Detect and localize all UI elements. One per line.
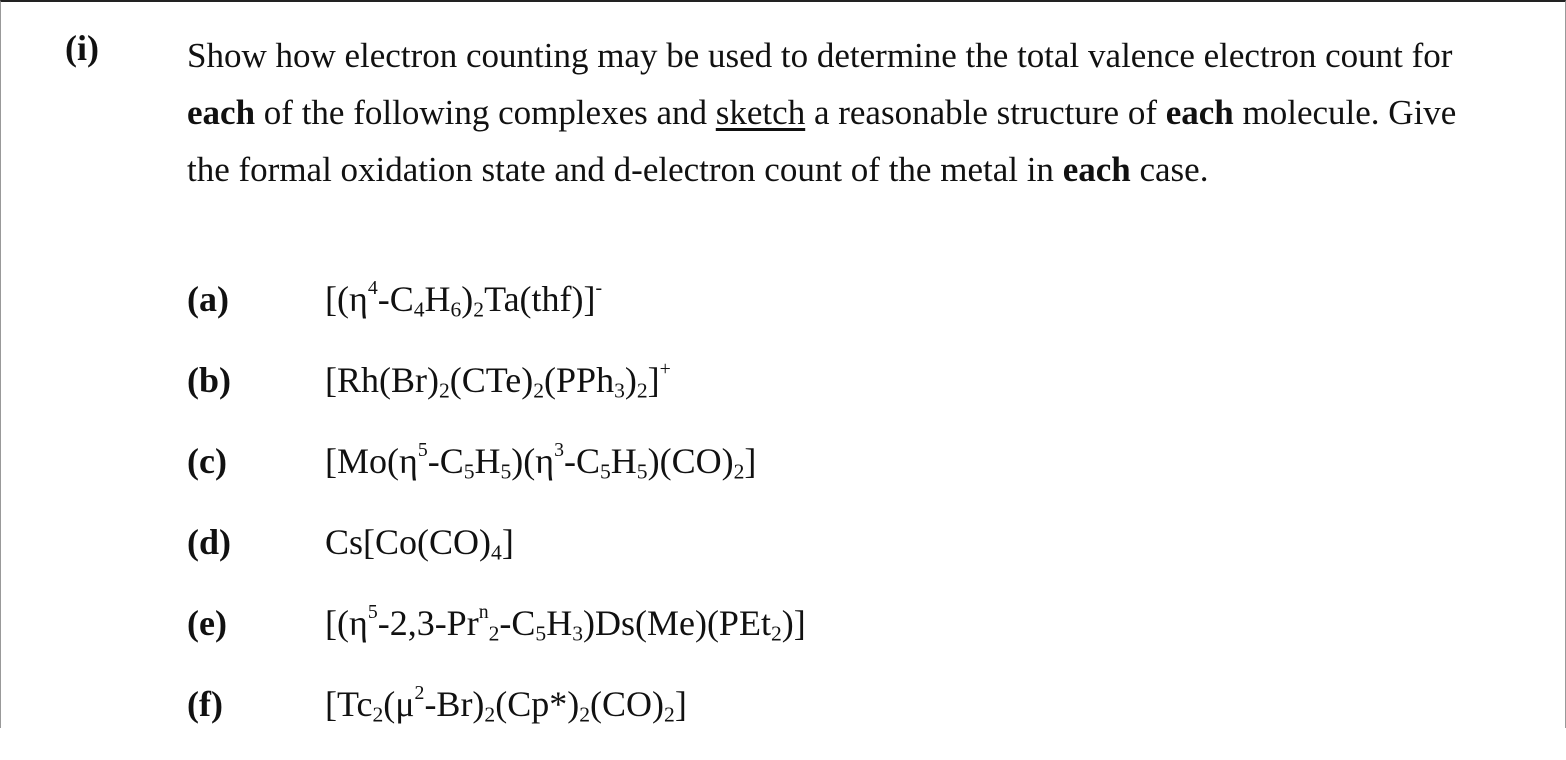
formula-text: (CTe)	[449, 360, 534, 400]
formula-text: Cs[Co(CO)	[325, 522, 492, 562]
formula-text: )(η	[511, 441, 555, 481]
emphasis-each: each	[1062, 150, 1131, 189]
complex-formula	[325, 517, 514, 567]
complex-item-c	[187, 436, 1437, 517]
formula-text: [Rh(Br)	[325, 360, 439, 400]
question-label: (i)	[65, 28, 99, 68]
formula-text: Ta(thf)]	[484, 279, 596, 319]
item-label: (f)	[187, 684, 223, 724]
formula-text: ]	[674, 684, 687, 724]
formula-text: H	[474, 441, 501, 481]
item-label: (e)	[187, 603, 227, 643]
question-text-part: a reasonable structure of	[805, 93, 1166, 132]
formula-text: -C	[427, 441, 464, 481]
formula-subscript: 4	[413, 297, 425, 322]
formula-text: [Tc	[325, 684, 373, 724]
formula-subscript: 2	[770, 621, 782, 646]
complex-item-d	[187, 517, 1437, 598]
formula-superscript: 4	[367, 277, 378, 300]
formula-text: -C	[377, 279, 414, 319]
complex-item-f	[187, 679, 1437, 760]
formula-text: )	[461, 279, 474, 319]
formula-subscript: 2	[484, 702, 496, 727]
complex-formula	[325, 355, 671, 405]
formula-subscript: 5	[535, 621, 547, 646]
formula-text: ]	[501, 522, 514, 562]
formula-text: -2,3-Pr	[377, 603, 479, 643]
emphasis-each: each	[1165, 93, 1234, 132]
formula-superscript: 5	[367, 601, 378, 624]
formula-superscript: 3	[554, 439, 564, 462]
item-label: (b)	[187, 360, 231, 400]
formula-text: -C	[499, 603, 536, 643]
formula-subscript: 2	[488, 621, 500, 646]
formula-text: )(CO)	[647, 441, 734, 481]
formula-text: H	[546, 603, 573, 643]
formula-superscript: 5	[417, 439, 428, 462]
formula-subscript: 2	[533, 378, 545, 403]
formula-text: ]	[647, 360, 660, 400]
formula-subscript: 2	[733, 459, 745, 484]
complex-item-b	[187, 355, 1437, 436]
item-label: (d)	[187, 522, 231, 562]
formula-text: (Cp*)	[495, 684, 580, 724]
formula-subscript: 5	[500, 459, 512, 484]
formula-text: )	[624, 360, 637, 400]
formula-text: H	[424, 279, 451, 319]
item-label: (c)	[187, 441, 227, 481]
formula-text: -C	[564, 441, 600, 481]
formula-subscript: 5	[636, 459, 648, 484]
formula-superscript: n	[478, 601, 489, 624]
formula-text: [(η	[325, 279, 368, 319]
formula-text: (μ	[383, 684, 415, 724]
formula-text: (PPh	[544, 360, 615, 400]
question-text-part: molecule. Give the formal oxidation state and d-electron count of the metal in	[187, 93, 1457, 189]
formula-charge: +	[659, 358, 671, 381]
complex-item-a	[187, 274, 1437, 355]
emphasis-sketch: sketch	[715, 93, 806, 132]
formula-subscript: 2	[579, 702, 591, 727]
formula-text: H	[610, 441, 637, 481]
formula-charge: -	[595, 277, 603, 300]
question-text-part: of the following complexes and	[255, 93, 716, 132]
complex-formula	[325, 598, 806, 648]
question-text-part: case.	[1130, 150, 1209, 189]
formula-subscript: 2	[473, 297, 485, 322]
formula-text: -Br)	[424, 684, 485, 724]
complex-list	[187, 274, 1437, 760]
emphasis-each: each	[187, 93, 256, 132]
formula-text: ]	[744, 441, 757, 481]
formula-subscript: 2	[438, 378, 450, 403]
formula-subscript: 5	[600, 459, 611, 484]
complex-formula	[325, 274, 602, 324]
formula-subscript: 6	[450, 297, 462, 322]
item-label: (a)	[187, 279, 229, 319]
complex-formula	[325, 436, 756, 486]
formula-subscript: 3	[614, 378, 625, 403]
formula-subscript: 2	[372, 702, 384, 727]
formula-subscript: 2	[664, 702, 675, 727]
complex-item-e	[187, 598, 1437, 679]
formula-superscript: 2	[414, 682, 425, 705]
formula-subscript: 5	[463, 459, 475, 484]
formula-text: (CO)	[590, 684, 665, 724]
complex-formula	[325, 679, 687, 729]
question-text	[187, 27, 1477, 198]
formula-text: [Mo(η	[325, 441, 418, 481]
formula-subscript: 3	[572, 621, 583, 646]
formula-text: [(η	[325, 603, 368, 643]
formula-subscript: 4	[491, 540, 502, 565]
formula-text: )]	[781, 603, 806, 643]
question-text-part: Show how electron counting may be used to determine the total valence electron count for	[187, 36, 1453, 75]
formula-text: )Ds(Me)(PEt	[582, 603, 771, 643]
formula-subscript: 2	[636, 378, 648, 403]
